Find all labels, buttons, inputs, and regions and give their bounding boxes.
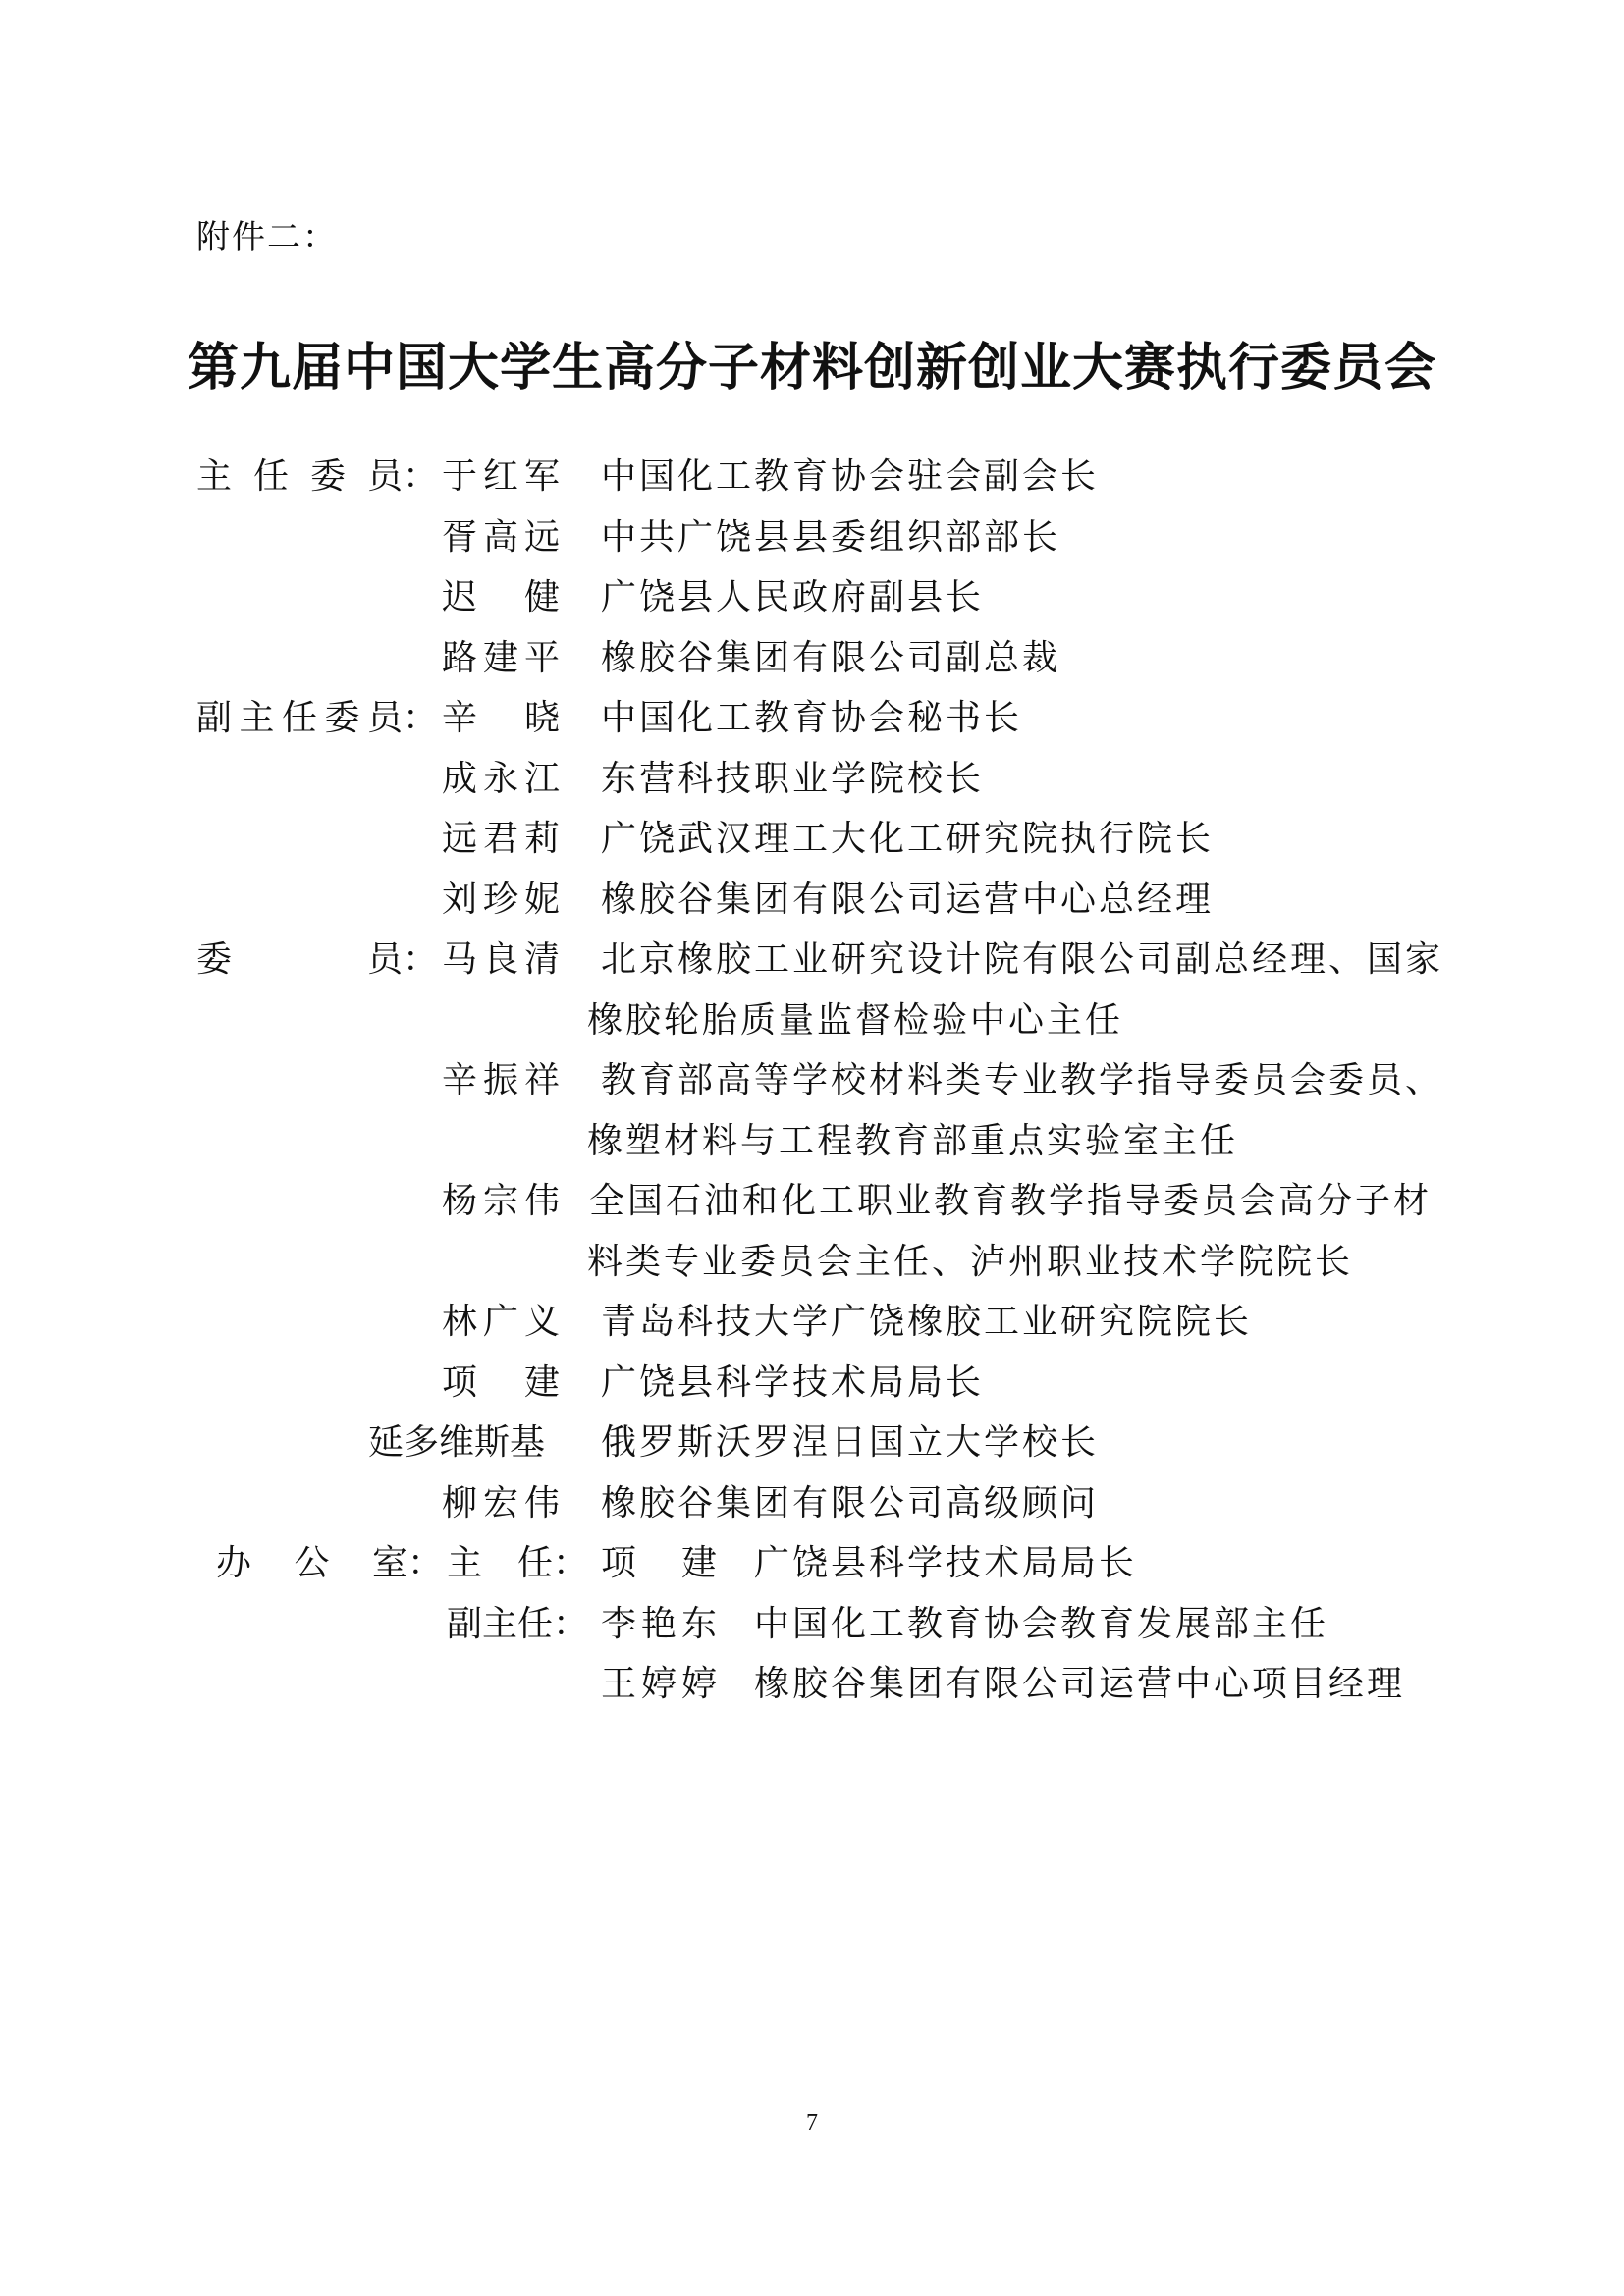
member-name: 刘珍妮 [442, 879, 560, 920]
role-label: 副主任委员： [196, 698, 439, 738]
list-item-continued [0, 1232, 1624, 1293]
list-item [0, 930, 1624, 990]
list-item [0, 1353, 1624, 1414]
list-item-continued [0, 1111, 1624, 1172]
member-duty: 东营科技职业学院校长 [601, 758, 985, 799]
list-item [0, 507, 1624, 568]
list-item [0, 1594, 1624, 1655]
list-item [0, 1654, 1624, 1715]
member-duty: 橡胶谷集团有限公司运营中心项目经理 [754, 1664, 1406, 1704]
member-name: 王婷婷 [601, 1664, 717, 1704]
list-item [0, 870, 1624, 931]
member-duty: 中国化工教育协会秘书长 [601, 698, 1023, 738]
list-item [0, 749, 1624, 810]
member-duty: 广饶武汉理工大化工研究院执行院长 [601, 819, 1215, 859]
member-name: 项建 [601, 1543, 717, 1583]
member-name: 杨宗伟 [442, 1181, 560, 1221]
list-item [0, 447, 1624, 507]
member-name: 辛振祥 [442, 1060, 560, 1100]
role-label: 主任委员： [196, 456, 439, 497]
member-duty: 青岛科技大学广饶橡胶工业研究院院长 [601, 1302, 1253, 1342]
member-name: 延多维斯基 [368, 1422, 546, 1463]
member-duty: 中共广饶县县委组织部部长 [601, 516, 1061, 558]
member-duty: 中国化工教育协会驻会副会长 [601, 456, 1100, 497]
member-duty: 广饶县人民政府副县长 [601, 577, 985, 617]
list-item [0, 1050, 1624, 1111]
committee-roster [0, 447, 1624, 1715]
member-duty: 橡胶谷集团有限公司运营中心总经理 [601, 879, 1215, 920]
list-item [0, 1413, 1624, 1473]
member-duty: 中国化工教育协会教育发展部主任 [754, 1603, 1329, 1644]
document-title: 第九届中国大学生高分子材料创新创业大赛执行委员会 [187, 338, 1436, 398]
member-duty: 俄罗斯沃罗涅日国立大学校长 [601, 1422, 1100, 1463]
list-item [0, 1292, 1624, 1353]
member-name: 胥高远 [442, 516, 560, 558]
member-name: 马良清 [442, 939, 560, 980]
member-name: 成永江 [442, 758, 560, 799]
role-label: 委员： [196, 939, 439, 980]
member-name: 辛晓 [442, 698, 560, 738]
list-item [0, 1473, 1624, 1534]
member-name: 路建平 [442, 637, 560, 678]
member-duty: 广饶县科学技术局局长 [754, 1543, 1138, 1583]
list-item [0, 1171, 1624, 1232]
member-duty: 橡胶谷集团有限公司高级顾问 [601, 1482, 1100, 1523]
member-duty-continued: 橡胶轮胎质量监督检验中心主任 [587, 999, 1124, 1041]
list-item [0, 688, 1624, 749]
member-duty-continued: 料类专业委员会主任、泸州职业技术学院院长 [587, 1241, 1354, 1282]
member-duty-continued: 橡塑材料与工程教育部重点实验室主任 [587, 1120, 1239, 1161]
member-name: 于红军 [442, 456, 560, 497]
list-item [0, 567, 1624, 628]
page-number: 7 [806, 2110, 818, 2136]
list-item [0, 1533, 1624, 1594]
role-label: 办公室： [216, 1543, 444, 1583]
list-item [0, 628, 1624, 689]
member-duty: 全国石油和化工职业教育教学指导委员会高分子材 [589, 1181, 1433, 1221]
office-deputy-label: 副主任： [447, 1603, 589, 1644]
attachment-label: 附件二： [196, 218, 338, 257]
list-item-continued [0, 990, 1624, 1051]
member-name: 项建 [442, 1362, 560, 1403]
member-name: 林广义 [442, 1302, 560, 1342]
list-item [0, 809, 1624, 870]
member-duty: 北京橡胶工业研究设计院有限公司副总经理、国家 [601, 939, 1444, 980]
member-duty: 橡胶谷集团有限公司副总裁 [601, 637, 1061, 678]
member-name: 迟健 [442, 577, 560, 617]
member-duty: 广饶县科学技术局局长 [601, 1362, 985, 1403]
office-director-label: 主 任： [447, 1543, 589, 1583]
member-name: 李艳东 [601, 1603, 717, 1644]
member-name: 柳宏伟 [442, 1482, 560, 1523]
member-duty: 教育部高等学校材料类专业教学指导委员会委员、 [601, 1060, 1444, 1100]
member-name: 远君莉 [442, 819, 560, 859]
